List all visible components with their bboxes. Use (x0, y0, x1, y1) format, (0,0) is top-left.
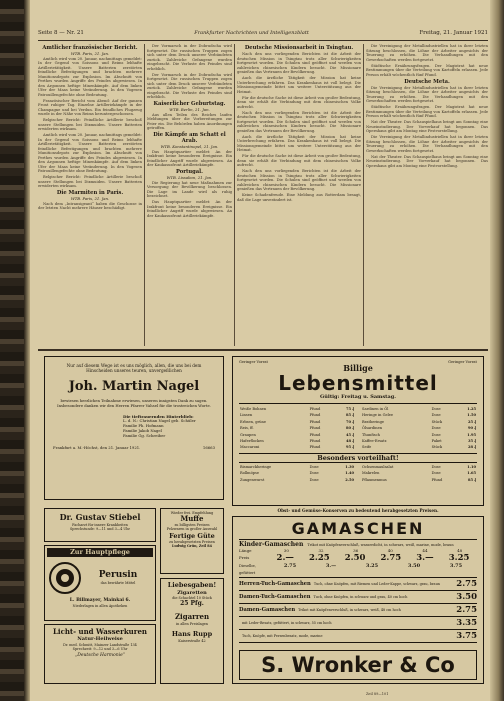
article-text: Nat der Theater. Das Schauspielhaus bringt am Sonntag eine Neueinstudierung. Der Vorverkauf hat begonnen. Das Opernhaus gibt am Montag eine Festvorstellung. (366, 154, 488, 168)
kinder-line2-row (239, 563, 477, 577)
gamaschen-row-desc: mit Leder-Besatz, gefüttert, in schwarz, 55 cm hoch (242, 621, 332, 625)
article-text: Das Hauptquartier meldet: An der Irakfront keine besonderen Ereignisse. Ein feindlicher Angriff wurde abgewiesen. An der Kaukasusfront Artilleriekämpfe. (147, 200, 232, 218)
price-name: Thunfisch (362, 432, 380, 437)
kinder-line2-cell: 2.75 (283, 563, 297, 569)
liebesgaben-price: 25 Pfg. (180, 600, 204, 608)
article-text: Die Vereinigung der Metallindustriellen hat in ihrer letzten Sitzung beschlossen, die Löhne der Arbeiter angesichts der Teuerung zu erhöhen. Die Verhandlungen mit den Gewerkschaften werden fortgesetzt. (366, 135, 488, 153)
article-text: Französischer Bericht vom Abend: Auf der ganzen Front ruhiger Tag. Einzelne Artilleriekämpfe in der Champagne und bei Verdun. Ein feindliches Flugzeug wurde in der Nähe von Reims heruntergeschossen. (38, 98, 142, 117)
price-unit: Pfund (309, 426, 321, 431)
notice-family-title: Die tieftrauernden Hinterblieb: (123, 414, 194, 420)
kinder-line2-cell: 3.75 (449, 563, 463, 569)
article-text: Der Vormarsch in der Dobrudscha wird fortgesetzt. Die russischen Truppen zogen sich unter dem Druck unserer Verbündeten zurück. Zahlreiche Gefangene wurden eingebracht. Die Verluste des Feindes sind erheblich. (147, 72, 232, 99)
gamaschen-title: GAMASCHEN (291, 519, 425, 538)
price-unit: Pfund (309, 413, 321, 418)
article-text: Die Vereinigung der Metallindustriellen hat in ihrer letzten Sitzung beschlossen, die Löhne der Arbeiter angesichts der Teuerung zu erhöhen. Die Verhandlungen mit den Gewerkschaften werden fortgesetzt. (366, 44, 488, 62)
preis-label: Preis (239, 555, 250, 560)
gamaschen-row-price: 3.35 (456, 618, 477, 628)
gamaschen-rows (239, 577, 477, 643)
article-title: Deutsche Missionsarbeit in Tsingtau. (244, 45, 354, 51)
price-unit: Pfund (309, 419, 321, 424)
price-name: Graupen (240, 432, 256, 437)
price-price: 48 ₰ (345, 439, 354, 444)
notice-family (123, 419, 215, 438)
col4-bottom: Zeil 89—101 (366, 692, 389, 696)
kinder-line2-cell: 3.— (325, 563, 337, 569)
page-edge (490, 0, 504, 701)
price-unit: Pfund (309, 439, 321, 444)
gamaschen-row-desc: Tuch, Knöpfe, mit Fersenbesatz, mode, marine (242, 634, 323, 638)
article-text: Nach den uns vorliegenden Berichten ist die Arbeit der deutschen Mission in Tsingtau trotz aller Schwierigkeiten fortgesetzt worden. Die Schulen sind geöffnet und werden von zahlreichen chinesischen Kindern besucht. Die Missionare genießen das Vertrauen der Bevölkerung. (237, 110, 361, 133)
price-name: Seife (362, 445, 372, 450)
laenge-cell: 40 (387, 548, 393, 553)
column-4 (366, 44, 488, 346)
price-name: Makrelen (362, 471, 380, 476)
page-date: Freitag, 21. Januar 1921 (419, 30, 488, 36)
column-divider (363, 44, 364, 346)
gamaschen-row-desc: Trikot mit Knöpfenverschluß, in schwarz, weiß, 48 cm hoch (298, 608, 401, 612)
price-unit: Dose (431, 407, 441, 411)
column-3 (237, 44, 361, 346)
licht-sub: Natur-Heilweise (77, 636, 123, 642)
article-text: Nach den uns vorliegenden Berichten ist die Arbeit der deutschen Mission in Tsingtau trotz aller Schwierigkeiten fortgesetzt worden. Die Schulen sind geöffnet und werden von zahlreichen chinesischen Kindern besucht. Die Missionare genießen das Vertrauen der Bevölkerung. (237, 169, 361, 191)
price-unit: Dose (431, 471, 441, 476)
price-unit: Dose (431, 426, 441, 431)
lebensmittel-footer: Obst- und Gemüse-Konserven zu bedeutend herabgesetzten Preisen. (277, 508, 439, 513)
liebesgaben-vendor: Hans Rupp (171, 630, 213, 639)
family-line: Familie Jakob Nagel (123, 428, 162, 433)
preis-row (239, 553, 477, 563)
hauptpflege-sub: das bewährte Mittel (100, 581, 136, 586)
stiebel-line2: Sprechstunde: 9—11 und 3—4 Uhr (69, 527, 131, 532)
special-right-list (361, 464, 477, 483)
stiebel-ad (44, 508, 156, 542)
price-price: 35 ₰ (467, 439, 476, 444)
death-notice-ad (44, 356, 224, 500)
price-name: Erbsen, grüne (240, 419, 266, 424)
price-unit: Dose (431, 432, 441, 437)
special-title: Besonders vorteilhaft! (239, 453, 477, 463)
price-price: 1.40 (345, 471, 354, 476)
price-price: 28 ₰ (467, 445, 476, 450)
article-text: Keine Schadenfreude. Eine Meldung aus Rotterdam besagt, daß die Lage unverändert ist. (237, 193, 361, 202)
article-title: Die Marmiten in Paris. (56, 190, 124, 197)
article-text: Nach dem „Intransigeant“ haben die Geschosse in der letzten Nacht mehrere Häuser beschädigt. (38, 201, 142, 211)
liebesgaben-title: Liebesgaben! (167, 581, 217, 589)
licht-line2: Sprechzeit: 9—12 und 3—6 Uhr (72, 647, 128, 652)
notice-place-date: Frankfurt a. M.-Höchst, den 21. Januar 1921. (53, 444, 141, 450)
laenge-cell: 48 (457, 548, 463, 553)
price-row (239, 477, 355, 483)
laenge-cell: 30 (283, 548, 289, 553)
article-text: Aus allen Teilen des Reiches laufen Meldungen über die Vorbereitungen zur Feier ein. Die Behörden haben Anordnungen getroffen. (147, 112, 232, 131)
muffe-sub: zu billigsten Preisen (174, 523, 210, 528)
page-number: Seite 8 — Nr. 21 (38, 30, 84, 36)
article-text: Nat der Theater. Das Schauspielhaus bringt am Sonntag eine Neueinstudierung. Der Vorverkauf hat begonnen. Das Opernhaus gibt am Montag eine Festvorstellung. (366, 120, 488, 133)
article-text: Städtische Ernährungsfragen. Der Magistrat hat neue Bestimmungen über die Verteilung von Kartoffeln erlassen. Jede Person erhält wöchentlich fünf Pfund. (366, 105, 488, 118)
price-name: Sardinen in Öl (362, 407, 389, 411)
preis-cell: 2.50 (344, 553, 366, 563)
laenge-cell: 36 (353, 548, 359, 553)
notice-intro: Nur auf diesem Wege ist es uns möglich, allen, die uns bei dem Hinscheiden unseres teuren, unvergeßlichen (66, 363, 202, 374)
wronker-name: S. Wronker & Co (261, 653, 455, 677)
hauptpflege-brand: Perusin (98, 570, 138, 581)
lebensmittel-top: Billige (343, 363, 373, 373)
notice-body: bewiesen herzlichen Teilnahme erwiesen, unseren innigsten Dank zu sagen. Insbesondere danken wir den Herren Pfarrer Vahsel für die trostreichen Worte. (57, 397, 211, 408)
gamaschen-row-price: 3.50 (456, 592, 477, 602)
column-divider (234, 44, 235, 346)
article-text: Für die deutsche Sache ist diese Arbeit von großer Bedeutung, denn sie erhält die Verbindung mit dem chinesischen Volke aufrecht. (237, 154, 361, 167)
laenge-label: Länge (239, 548, 252, 553)
article-title: Portugal. (176, 169, 203, 176)
family-line: Familie Ph. Hofmann (123, 423, 164, 429)
kinder-desc: Trikot mit Knöpfenverschluß, wasserdicht, in schwarz, weiß, marine, mode, braun (307, 543, 454, 547)
column-divider (144, 44, 145, 346)
article-text: Nach den uns vorliegenden Berichten ist die Arbeit der deutschen Mission in Tsingtau trotz aller Schwierigkeiten fortgesetzt worden. Die Schulen sind geöffnet und werden von zahlreichen chinesischen Kindern besucht. Die Missionare genießen das Vertrauen der Bevölkerung. (237, 52, 361, 74)
article-dateline: WTB. Konstantinopel, 21. Jan. (160, 144, 219, 150)
preis-cell: 3.25 (448, 553, 470, 563)
article-title: Amtlicher französischer Bericht. (42, 45, 138, 51)
article-text: Die Vereinigung der Metallindustriellen hat in ihrer letzten Sitzung beschlossen, die Löhne der Arbeiter angesichts der Teuerung zu erhöhen. Die Verhandlungen mit den Gewerkschaften werden fortgesetzt. (366, 85, 488, 103)
price-unit: Pfund (309, 407, 321, 411)
lebensmittel-ad (232, 356, 484, 506)
lebensmittel-title: Lebensmittel (278, 371, 438, 395)
zigarren-title: Zigarren (174, 612, 210, 622)
article-text: Auch die ärztliche Tätigkeit der Mission hat keine Unterbrechung erfahren. Das Krankenhaus ist voll belegt. Die Missionsgemeinde bittet um weitere Unterstützung aus der Heimat. (237, 76, 361, 94)
price-name: Linsen (240, 413, 253, 418)
gamaschen-row (239, 578, 477, 591)
licht-brand: „Deutsche Harmonie“ (74, 653, 126, 659)
price-price: 1.10 (467, 464, 476, 469)
price-unit: Pfund (309, 445, 321, 450)
licht-wasserkuren-ad (44, 624, 156, 684)
notice-code: 16663 (202, 444, 215, 450)
article-text: Für die deutsche Sache ist diese Arbeit von großer Bedeutung, denn sie erhält die Verbindung mit dem chinesischen Volke aufrecht. (237, 95, 361, 109)
kinder-header (239, 541, 477, 548)
hauptpflege-ad (44, 545, 156, 621)
price-unit: Dose (431, 413, 441, 418)
corner-left: Geringer Vorrat (239, 360, 268, 364)
price-unit: Dose (431, 464, 441, 469)
article-text: Der Vormarsch in der Dobrudscha wird fortgesetzt. Die russischen Truppen zogen sich unter dem Druck unserer Verbündeten zurück. Zahlreiche Gefangene wurden eingebracht. Die Verluste des Feindes sind erheblich. (147, 44, 232, 71)
special-left-list (239, 464, 355, 483)
article-title: Deutsche Meta. (404, 78, 450, 85)
article-text: Amtlich wird vom 20. Januar, nachmittags gemeldet: In der Gegend von Soissons und Reims lebhafte Artillerietätigkeit. Unsere Batterien zerstörten feindliche Befestigungen und brachten mehrere Munitionsdepots zur Explosion. Im Abschnitt von Perthes wurden Angriffe des Feindes abgewiesen. In den Argonnen heftige Minenkämpfe. Auf dem linken Ufer der Maas keine Veränderung. In den Vogesen Patrouillengefechte ohne Bedeutung. (38, 56, 142, 97)
price-price: 95 ₰ (345, 445, 354, 450)
gamaschen-row (239, 604, 477, 617)
laenge-cell: 32 (318, 548, 324, 553)
price-row (361, 477, 477, 483)
price-price: 1.65 (467, 471, 476, 476)
corner-right: Geringer Vorrat (448, 360, 477, 364)
price-unit: Pfund (309, 432, 321, 437)
price-row (361, 444, 477, 450)
stiebel-line1: Facharzt für innere Krankheiten (72, 523, 128, 527)
kinder-line2-label: Dieselbe, gefüttert (239, 564, 256, 575)
price-unit: Stück (431, 445, 443, 450)
price-name: Heringe in Gelee (362, 413, 394, 418)
article-dateline: WTB. Paris, 21. Jan. (70, 51, 110, 56)
price-price: 85 ₰ (345, 413, 354, 418)
lebensmittel-valid: Gültig: Freitag u. Samstag. (320, 394, 396, 400)
price-price: 70 ₰ (345, 419, 354, 424)
family-line: L. d. N.: Christian Nagel geb. Schüler (123, 418, 196, 424)
preis-cell: 3.— (416, 553, 434, 563)
hauptpflege-vendor: L. Billmayer, Mainkai 6. (69, 598, 131, 603)
article-title: Kaiserlicher Geburtstag. (153, 101, 226, 107)
left-item-list (239, 406, 355, 451)
kinder-section (239, 539, 477, 577)
price-price: 80 ₰ (345, 426, 354, 431)
price-price: 85 ₰ (467, 477, 476, 482)
hauptpflege-vendor2: Niederlagen in allen Apotheken (72, 604, 128, 608)
gamaschen-ad (232, 516, 484, 684)
price-name: Ölsardinen (362, 426, 383, 431)
notice-name: Joh. Martin Nagel (68, 378, 200, 394)
page-header (38, 30, 488, 40)
jar-icon (47, 560, 83, 596)
price-name: Weiße Bohnen (240, 407, 267, 411)
price-name: Bismarckheringe (240, 464, 272, 469)
gamaschen-row-price: 3.75 (456, 631, 477, 641)
book-binding (0, 0, 30, 701)
article-text: Amtlich wird vom 20. Januar, nachmittags gemeldet: In der Gegend von Soissons und Reims lebhafte Artillerietätigkeit. Unsere Batterien zerstörten feindliche Befestigungen und brachten mehrere Munitionsdepots zur Explosion. Im Abschnitt von Perthes wurden Angriffe des Feindes abgewiesen. In den Argonnen heftige Minenkämpfe. Auf dem linken Ufer der Maas keine Veränderung. In den Vogesen Patrouillengefechte ohne Bedeutung. (38, 133, 142, 174)
liebesgaben-sub: Zigaretten (177, 590, 207, 596)
pelz-vendor: Ludwig Grün, Zeil 84 (171, 543, 213, 548)
price-price: 1.30 (345, 464, 354, 469)
stiebel-name: Dr. Gustav Stiebel (59, 512, 141, 522)
price-price: 75 ₰ (345, 407, 354, 411)
zigarren-sub: in allen Preislagen (175, 622, 208, 627)
hauptpflege-text (83, 570, 153, 585)
price-price: 1.25 (467, 407, 476, 411)
gamaschen-row-title: Herren-Tuch-Gamaschen (239, 581, 311, 587)
fertige-title: Fertige Güte (169, 531, 215, 540)
price-name: Kaffee-Ersatz (362, 439, 387, 444)
price-price: 1.95 (467, 432, 476, 437)
column-2 (147, 44, 232, 346)
article-text: Auch die ärztliche Tätigkeit der Mission hat keine Unterbrechung erfahren. Das Krankenhaus ist voll belegt. Die Missionsgemeinde bittet um weitere Unterstützung aus der Heimat. (237, 134, 361, 152)
price-unit: Pfund (431, 477, 443, 482)
lebensmittel-lists (239, 403, 477, 451)
price-name: Rollmöpse (240, 471, 260, 476)
article-dateline: WTB. Lissabon, 21. Jan. (166, 175, 213, 181)
price-price: 45 ₰ (345, 432, 354, 437)
gamaschen-row-price: 2.75 (456, 605, 477, 615)
notice-footer (53, 445, 215, 450)
wronker-logo (239, 650, 477, 680)
price-name: Pflaumenmus (362, 477, 387, 482)
gamaschen-row (239, 591, 477, 604)
article-text: Belgischer Bericht: Feindliche Artillerie beschoß unsere Stellungen bei Dixmuiden. Unsere Batterien erwiderten wirksam. (38, 175, 142, 189)
pelz-t1: Wieder frei. Empfehlung (170, 511, 214, 515)
masthead: Frankfurter Nachrichten und Intelligenzblatt (194, 30, 309, 36)
kinder-line2-cell: 3.50 (407, 563, 421, 569)
gamaschen-row-price: 2.75 (456, 579, 477, 589)
muffe-title: Muffe (180, 514, 204, 524)
price-name: Maccaroni (240, 445, 260, 450)
liebesgaben-line1: die Schachtel 10 Stück (172, 596, 212, 600)
article-text: Belgischer Bericht: Feindliche Artillerie beschoß unsere Stellungen bei Dixmuiden. Unsere Batterien erwiderten wirksam. (38, 118, 142, 132)
preis-cell: 2.75 (380, 553, 402, 563)
special-lists (239, 463, 477, 483)
kinder-title: Kinder-Gamaschen (239, 541, 304, 548)
hauptpflege-title: Zur Hauptpflege (47, 548, 153, 557)
price-price: 90 ₰ (467, 426, 476, 431)
column-1 (38, 44, 142, 346)
price-name: Zungenwurst (240, 477, 265, 482)
fertige-sub: zu herabgesetzten Preisen (169, 539, 215, 544)
right-item-list (361, 406, 477, 451)
price-price: 1.50 (467, 413, 476, 418)
licht-line1: Dr. med. Schmitt, Mainzer Landstraße 134 (63, 643, 137, 647)
licht-title: Licht- und Wasserkuren (52, 627, 147, 636)
article-text: Städtische Ernährungsfragen. Der Magistrat hat neue Bestimmungen über die Verteilung von Kartoffeln erlassen. Jede Person erhält wöchentlich fünf Pfund. (366, 63, 488, 77)
price-name: Bratheringe (362, 419, 384, 424)
pelz-t2: Pelzwaren in großer Auswahl (166, 527, 218, 532)
price-unit: Paket (431, 439, 442, 444)
gamaschen-row (239, 630, 477, 643)
preis-cell: 2.— (276, 553, 294, 563)
article-dateline: WTB. Berlin, 21. Jan. (169, 107, 210, 112)
liebesgaben-ad (160, 578, 224, 684)
price-unit: Dose (309, 477, 319, 482)
hauptpflege-body (47, 560, 153, 596)
preis-cells (269, 553, 477, 563)
price-name: Haferflocken (240, 439, 264, 444)
gamaschen-row-desc: Tuch, ohne Knöpfen, in schwarz und grau, 40 cm hoch (313, 595, 408, 599)
preis-cell: 2.25 (308, 553, 330, 563)
article-text: Die Regierung hat neue Maßnahmen zur Versorgung der Bevölkerung beschlossen. Die Lage im Lande wird als ruhig bezeichnet. (147, 180, 232, 199)
pelz-ad (160, 508, 224, 574)
price-name: Ochsenmaulsalat (362, 464, 394, 469)
gamaschen-row-title: Damen-Tuch-Gamaschen (239, 594, 311, 600)
price-unit: Dose (309, 464, 319, 469)
price-row (239, 444, 355, 450)
gamaschen-row-title: Damen-Gamaschen (239, 607, 296, 613)
kinder-line2-cell: 3.25 (365, 563, 379, 569)
gamaschen-row (239, 617, 477, 630)
family-line: Familie Gg. Schreiber (123, 432, 166, 438)
article-title: Die Kämpfe am Schatt el Arab. (153, 132, 226, 145)
price-price: 25 ₰ (467, 419, 476, 424)
price-name: Reis, ff. (240, 426, 254, 431)
header-rule (38, 40, 488, 41)
kinder-line2-cells (269, 563, 477, 577)
gamaschen-row-desc: Tuch, ohne Knöpfen, mit Riemen und Leder-Kappe, schwarz, grau, braun (313, 582, 440, 586)
article-text: Das Hauptquartier meldet: An der Irakfront keine besonderen Ereignisse. Ein feindlicher Angriff wurde abgewiesen. An der Kaukasusfront Artilleriekämpfe. (147, 149, 232, 168)
price-unit: Dose (309, 471, 319, 476)
laenge-cell: 44 (422, 548, 428, 553)
price-price: 2.50 (345, 477, 354, 482)
article-dateline: WTB. Paris, 21. Jan. (70, 196, 110, 202)
liebesgaben-vendor2: Kaiserstraße 42 (178, 639, 206, 644)
price-unit: Stück (431, 419, 443, 424)
ads-rule (38, 349, 488, 351)
